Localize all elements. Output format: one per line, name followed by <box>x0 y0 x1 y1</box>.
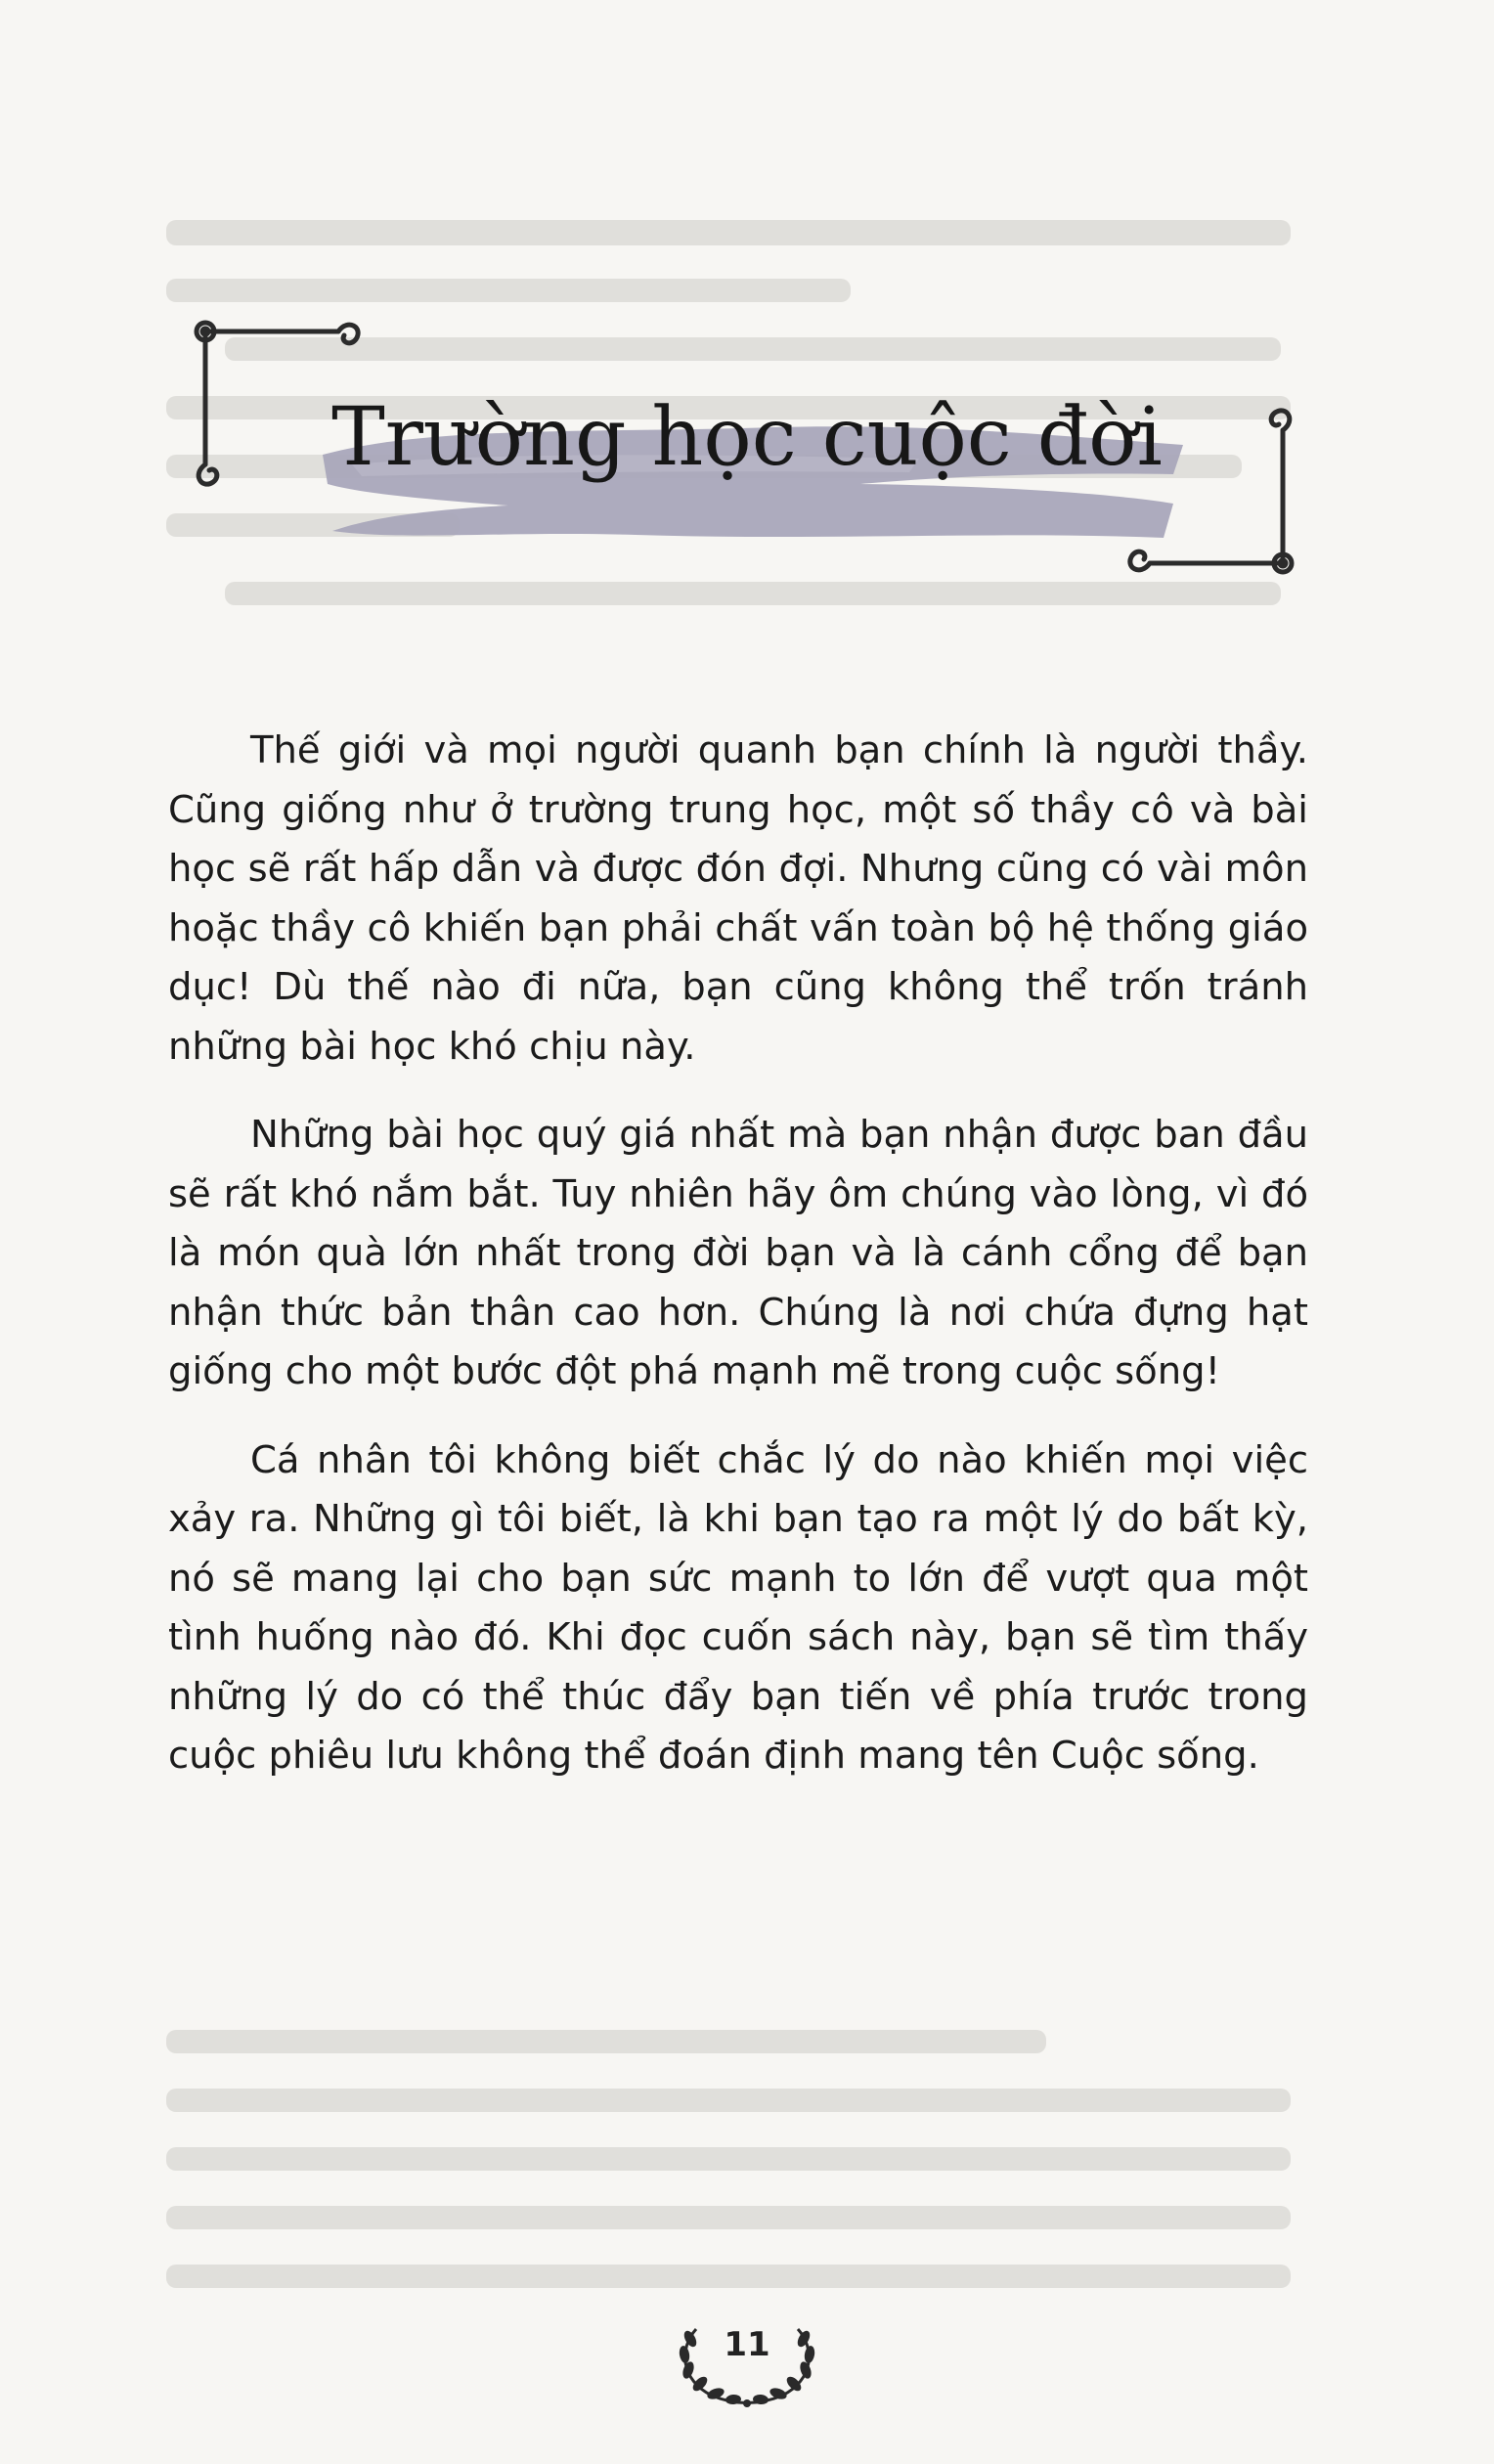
chapter-title: Trường học cuộc đời <box>331 391 1163 484</box>
bleed-through-lines-bottom <box>166 2004 1330 2298</box>
page-number-ornament <box>657 2315 837 2423</box>
page-number: 11 <box>724 2325 770 2364</box>
bleed-through-shadow-bottom <box>166 1985 1330 2298</box>
paragraph: Thế giới và mọi người quanh bạn chính là người thầy. Cũng giống như ở trường trung học, một số thầy cô và bài học sẽ rất hấp dẫn và được đón đợi. Nhưng cũng có vài môn hoặc thầy cô khiến bạn phải chất vấn toàn bộ hệ thống giáo dục! Dù thế nào đi nữa, bạn cũng không thể trốn tránh những bài học khó chịu này. <box>168 728 1308 1069</box>
paragraph: Cá nhân tôi không biết chắc lý do nào khiến mọi việc xảy ra. Những gì tôi biết, là khi bạn tạo ra một lý do bất kỳ, nó sẽ mang lại cho bạn sức mạnh to lớn để vượt qua một tình huống nào đó. Khi đọc cuốn sách này, bạn sẽ tìm thấy những lý do có thể thúc đẩy bạn tiến về phía trước trong cuộc phiêu lưu không thể đoán định mang tên Cuộc sống. <box>168 1437 1308 1778</box>
chapter-body <box>168 722 1308 1816</box>
paragraph: Những bài học quý giá nhất mà bạn nhận được ban đầu sẽ rất khó nắm bắt. Tuy nhiên hãy ôm chúng vào lòng, vì đó là món quà lớn nhất trong đời bạn và là cánh cổng để bạn nhận thức bản thân cao hơn. Chúng là nơi chứa đựng hạt giống cho một bước đột phá mạnh mẽ trong cuộc sống! <box>168 1113 1308 1393</box>
